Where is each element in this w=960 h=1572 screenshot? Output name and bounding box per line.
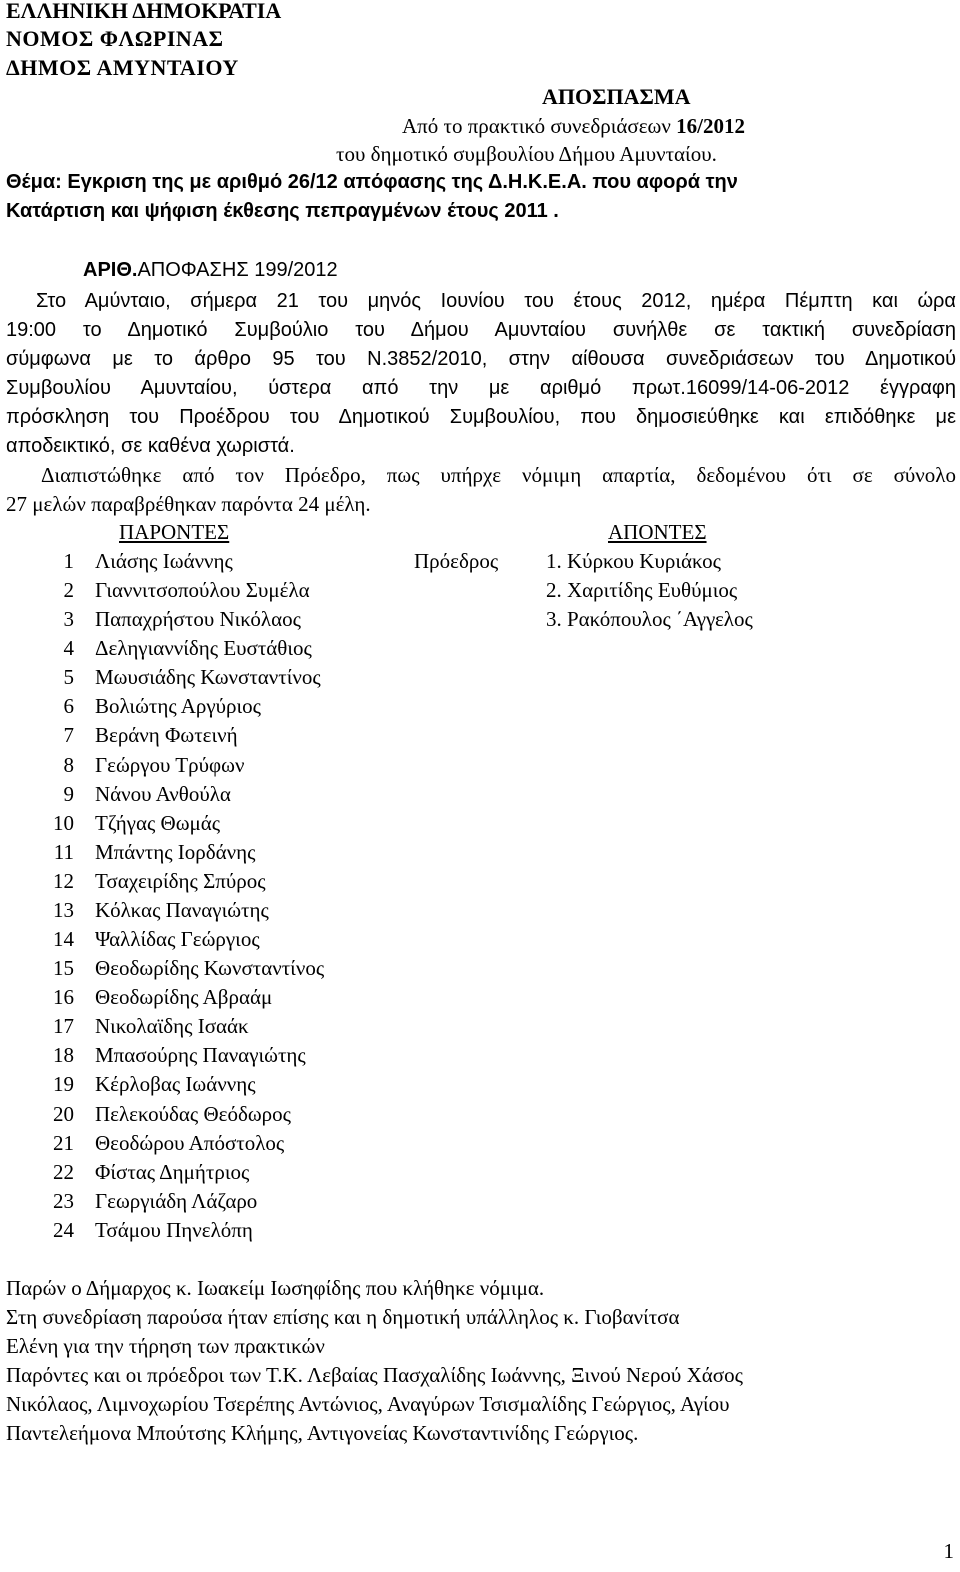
member-name: Φίστας Δημήτριος <box>95 1160 250 1184</box>
member-number: 9 <box>63 782 74 806</box>
member-role: Πρόεδρος <box>414 549 499 573</box>
footer-line: Παντελεήμονα Μπούτσης Κλήμης, Αντιγονείας Κωνσταντινίδης Γεώργιος. <box>6 1421 639 1445</box>
subject-line-2: Κατάρτιση και ψήφιση έκθεσης πεπραγμένων έτους 2011 . <box>6 200 559 222</box>
member-number: 17 <box>53 1014 74 1038</box>
member-number: 15 <box>53 956 74 980</box>
header-line-prefecture: ΝΟΜΟΣ ΦΛΩΡΙΝΑΣ <box>6 26 224 51</box>
member-number: 22 <box>53 1160 74 1184</box>
paragraph-line: σύμφωνα με το άρθρο 95 του Ν.3852/2010, στην αίθουσα συνεδριάσεων του Δημοτικού <box>6 348 956 370</box>
footer-line: Παρών ο Δήμαρχος κ. Ιωακείμ Ιωσηφίδης που κλήθηκε νόμιμα. <box>6 1276 545 1300</box>
session-paragraph <box>6 287 956 461</box>
member-name: Τσάμου Πηνελόπη <box>95 1218 253 1242</box>
absent-member: 2. Χαριτίδης Ευθύμιος <box>546 578 738 602</box>
member-name: Δεληγιαννίδης Ευστάθιος <box>95 636 312 660</box>
member-number: 12 <box>53 869 74 893</box>
member-name: Λιάσης Ιωάννης <box>95 549 233 573</box>
header-line-state: ΕΛΛΗΝΙΚΗ ΔΗΜΟΚΡΑΤΙΑ <box>6 0 282 23</box>
member-name: Παπαχρήστου Νικόλαος <box>95 607 301 631</box>
footer-line: Νικόλαος, Λιμνοχωρίου Τσερέπης Αντώνιος, Αναγύρων Τσισμαλίδης Γεώργιος, Αγίου <box>6 1392 730 1416</box>
member-number: 7 <box>63 723 74 747</box>
member-number: 11 <box>53 840 74 864</box>
paragraph-line: Διαπιστώθηκε από τον Πρόεδρο, πως υπήρχε νόμιμη απαρτία, δεδομένου ότι σε σύνολο <box>41 463 956 487</box>
member-name: Κέρλοβας Ιωάννης <box>95 1072 256 1096</box>
session-number: 16/2012 <box>676 114 745 138</box>
member-name: Γεώργου Τρύφων <box>95 753 245 777</box>
decision-number <box>83 256 338 285</box>
member-name: Ψαλλίδας Γεώργιος <box>95 927 260 951</box>
subtitle-minutes <box>402 112 745 141</box>
absent-member: 3. Ρακόπουλος ΄Αγγελος <box>546 607 753 631</box>
subtitle-council: του δημοτικό συμβουλίου Δήμου Αμυνταίου. <box>336 142 717 166</box>
decision-rest: ΑΠΟΦΑΣΗΣ 199/2012 <box>137 259 338 281</box>
member-name: Μπασούρης Παναγιώτης <box>95 1043 306 1067</box>
paragraph-line: αποδεικτικό, σε καθένα χωριστά. <box>6 435 295 457</box>
member-number: 21 <box>53 1131 74 1155</box>
member-name: Νάνου Ανθούλα <box>95 782 231 806</box>
member-number: 4 <box>63 636 74 660</box>
member-number: 1 <box>63 549 74 573</box>
paragraph-line: 19:00 το Δημοτικό Συμβούλιο του Δήμου Αμυνταίου συνήλθε σε τακτική συνεδρίαση <box>6 319 956 341</box>
document-title: ΑΠΟΣΠΑΣΜΑ <box>542 84 691 109</box>
member-name: Τζήγας Θωμάς <box>95 811 221 835</box>
member-number: 2 <box>63 578 74 602</box>
member-name: Θεοδώρου Απόστολος <box>95 1131 285 1155</box>
member-name: Τσαχειρίδης Σπύρος <box>95 869 266 893</box>
footer-line: Ελένη για την τήρηση των πρακτικών <box>6 1334 325 1358</box>
member-name: Γιαννιτσοπούλου Συμέλα <box>95 578 310 602</box>
footer-line: Παρόντες και οι πρόεδροι των Τ.Κ. Λεβαίας Πασχαλίδης Ιωάννης, Ξινού Νερού Χάσος <box>6 1363 743 1387</box>
member-number: 14 <box>53 927 74 951</box>
member-number: 24 <box>53 1218 74 1242</box>
absent-member: 1. Κύρκου Κυριάκος <box>546 549 721 573</box>
member-number: 16 <box>53 985 74 1009</box>
member-name: Πελεκούδας Θεόδωρος <box>95 1102 291 1126</box>
paragraph-line: Στο Αμύνταιο, σήμερα 21 του μηνός Ιουνίου του έτους 2012, ημέρα Πέμπτη και ώρα <box>36 290 956 312</box>
member-name: Γεωργιάδη Λάζαρο <box>95 1189 258 1213</box>
member-name: Θεοδωρίδης Αβραάμ <box>95 985 273 1009</box>
present-header: ΠΑΡΟΝΤΕΣ <box>119 520 230 544</box>
subtitle-minutes-prefix: Από το πρακτικό συνεδριάσεων <box>402 114 677 138</box>
subject-line-1: Θέμα: Εγκριση της με αριθμό 26/12 απόφασης της Δ.Η.Κ.Ε.Α. που αφορά την <box>6 171 738 193</box>
paragraph-line: Συμβουλίου Αμυνταίου, ύστερα από την με αριθμό πρωτ.16099/14-06-2012 έγγραφη <box>6 377 956 399</box>
member-number: 6 <box>63 694 74 718</box>
member-name: Νικολαϊδης Ισαάκ <box>95 1014 249 1038</box>
absent-header: ΑΠΟΝΤΕΣ <box>608 520 707 544</box>
page-number: 1 <box>943 1539 954 1563</box>
member-number: 23 <box>53 1189 74 1213</box>
member-name: Μπάντης Ιορδάνης <box>95 840 256 864</box>
member-number: 5 <box>63 665 74 689</box>
member-name: Θεοδωρίδης Κωνσταντίνος <box>95 956 325 980</box>
member-number: 8 <box>63 753 74 777</box>
paragraph-line: 27 μελών παραβρέθηκαν παρόντα 24 μέλη. <box>6 492 371 516</box>
decision-prefix: ΑΡΙΘ. <box>83 259 138 281</box>
member-name: Βεράνη Φωτεινή <box>95 723 238 747</box>
quorum-paragraph <box>6 461 956 519</box>
header-line-municipality: ΔΗΜΟΣ ΑΜΥΝΤΑΙΟΥ <box>6 55 239 80</box>
member-number: 20 <box>53 1102 74 1126</box>
member-number: 3 <box>63 607 74 631</box>
member-number: 13 <box>53 898 74 922</box>
member-number: 10 <box>53 811 74 835</box>
member-name: Μωυσιάδης Κωνσταντίνος <box>95 665 321 689</box>
paragraph-line: πρόσκληση του Προέδρου του Δημοτικού Συμβουλίου, που δημοσιεύθηκε και επιδόθηκε με <box>6 406 956 428</box>
footer-line: Στη συνεδρίαση παρούσα ήταν επίσης και η δημοτική υπάλληλος κ. Γιοβανίτσα <box>6 1305 680 1329</box>
member-name: Κόλκας Παναγιώτης <box>95 898 269 922</box>
member-name: Βολιώτης Αργύριος <box>95 694 262 718</box>
member-number: 18 <box>53 1043 74 1067</box>
member-number: 19 <box>53 1072 74 1096</box>
